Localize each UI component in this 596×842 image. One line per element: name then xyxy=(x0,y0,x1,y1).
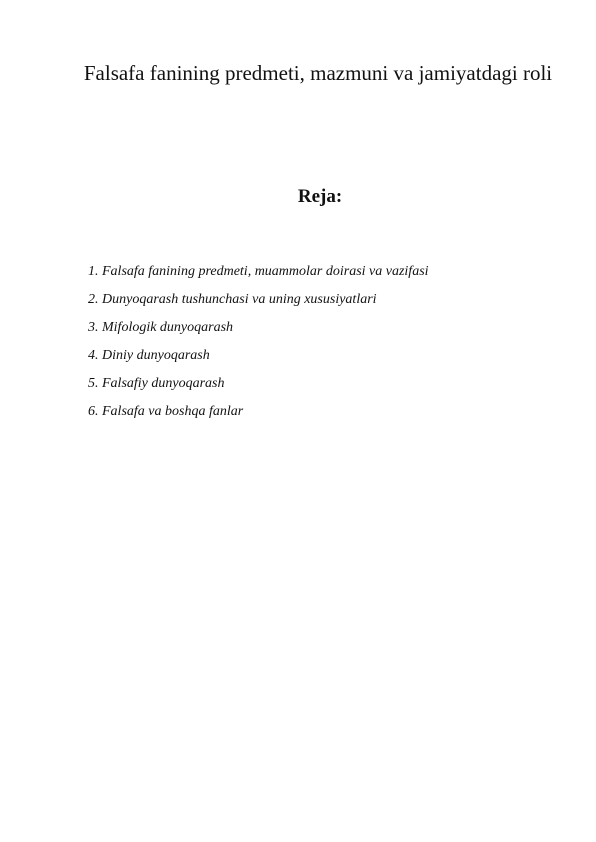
plan-item-1: 1. Falsafa fanining predmeti, muammolar doirasi va vazifasi xyxy=(88,264,429,279)
plan-list xyxy=(88,258,429,426)
plan-item-5: 5. Falsafiy dunyoqarash xyxy=(88,376,225,391)
plan-item-6: 6. Falsafa va boshqa fanlar xyxy=(88,404,244,419)
plan-item-4: 4. Diniy dunyoqarash xyxy=(88,348,210,363)
plan-item-2: 2. Dunyoqarash tushunchasi va uning xususiyatlari xyxy=(88,292,377,307)
plan-item-3: 3. Mifologik dunyoqarash xyxy=(88,320,234,335)
plan-heading: Reja: xyxy=(297,186,343,207)
document-title: Falsafa fanining predmeti, mazmuni va jamiyatdagi roli xyxy=(83,61,553,85)
